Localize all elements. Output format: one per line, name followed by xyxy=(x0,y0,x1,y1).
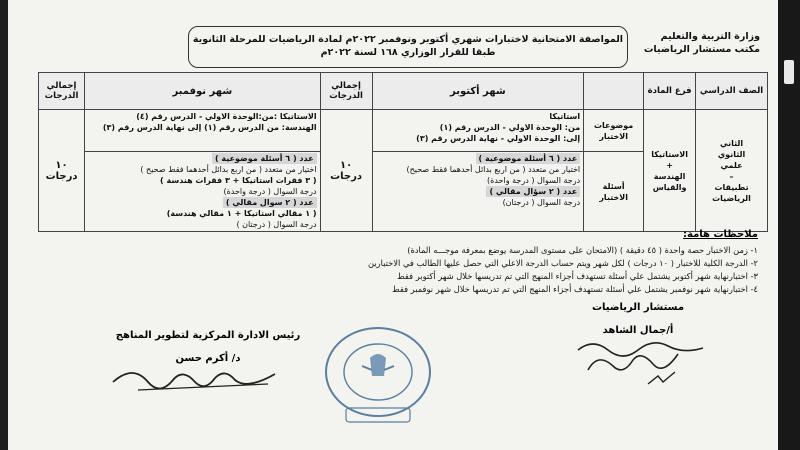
photo-edge-mark xyxy=(784,60,794,84)
grade-cell-line: الرياضيات xyxy=(712,193,751,203)
note-item: ١- زمن الاختبار حصة واحدة ( ٤٥ دقيقة ) (الامتحان على مستوى المدرسة يوضع بمعرفة موجـــه المادة) xyxy=(407,245,758,255)
header-november: شهر نوفمبر xyxy=(85,73,321,110)
header-october: شهر أكتوبر xyxy=(372,73,584,110)
advisor-signature-icon xyxy=(568,332,718,392)
note-item: ٢- الدرجة الكلية للاختبار ( ١٠ درجات ) لكل شهر ويتم حساب الدرجة الاعلي التي حصل عليها الطالب في الاختبارين xyxy=(367,258,758,268)
november-essay-score: درجة السوال ( درجتان ) xyxy=(236,220,317,229)
october-essay-count: عدد ( ٢ سؤال مقالي ) xyxy=(486,186,580,197)
decree-reference: طبقا للقرار الوزاري ١٦٨ لسنة ٢٠٢٢م xyxy=(320,47,496,58)
grade-cell-line: – xyxy=(729,171,734,181)
november-mcq-score: درجة السوال ( درجة واحدة) xyxy=(223,187,317,196)
curriculum-head-title: رئيس الادارة المركزية لتطوير المناهج xyxy=(115,330,301,341)
november-essay-split: ( ١ مقالي استاتيكا + ١ مقالي هندسة) xyxy=(166,209,317,218)
november-objective-count: عدد ( ٦ أسئلة موضوعية ) xyxy=(212,153,317,164)
table-header-row xyxy=(39,73,768,110)
october-topic-from: من: الوحدة الاولي - الدرس رقم (١) xyxy=(439,123,581,132)
october-objective-count: عدد ( ٦ أسئلة موضوعية ) xyxy=(476,153,581,164)
document-title: المواصفة الامتحانية لاختبارات شهري أكتوبر ونوفمبر ٢٠٢٢م لمادة الرياضيات للمرحلة الثانوية xyxy=(192,34,624,45)
advisor-name: أ/جمال الشاهد xyxy=(602,325,674,336)
branch-cell-line: + xyxy=(666,160,673,170)
header-october-total: إجمالي الدرجات xyxy=(320,73,372,110)
november-topic-geometry: الهندسة: من الدرس رقم (١) إلى نهاية الدرس رقم (٣) xyxy=(102,123,317,132)
october-mcq-score: درجة السوال ( درجة واحدة) xyxy=(487,176,581,185)
grade-cell-line: علمي xyxy=(720,160,743,170)
header-november-total: إجمالي الدرجات xyxy=(39,73,85,110)
october-subject: استاتيكا xyxy=(549,112,581,121)
november-questions xyxy=(85,152,321,232)
document-title-box xyxy=(188,26,628,68)
questions-label xyxy=(584,152,644,232)
branch-cell-line: الاستاتيكا xyxy=(651,149,688,159)
note-item: ٤- اختبارنهاية شهر نوفمبر يشتمل علي أسئلة تستهدف أجزاء المنهج التي تم تدريسها خلال شهر نوفمبر فقط xyxy=(392,284,758,294)
november-mcq-split: ( ٣ فقرات استاتيكا + ٣ فقرات هندسة ) xyxy=(160,176,317,185)
branch-cell-line: الهندسة xyxy=(653,171,686,181)
october-mcq-rule: اختيار من متعدد ( من اربع بدائل أحدهما فقط صحيح) xyxy=(406,165,581,174)
table-row xyxy=(39,110,768,152)
header-branch: فرع المادة xyxy=(644,73,696,110)
notes-title: ملاحظات هامة: xyxy=(683,229,758,240)
grade-cell xyxy=(696,110,768,232)
october-topics xyxy=(372,110,584,152)
grade-cell-line: الثانوي xyxy=(717,149,746,159)
notes-list xyxy=(58,244,758,296)
questions-label-line: الاختبار xyxy=(599,192,628,202)
curriculum-head-name: د/ أكرم حسن xyxy=(175,353,241,364)
topics-label-line: موضوعات xyxy=(594,120,634,130)
november-topic-statics: الاستاتيكا :من:الوحدة الاولي - الدرس رقم (٤) xyxy=(136,112,317,121)
grade-cell-line: تطبيقات xyxy=(714,182,749,192)
november-topics xyxy=(85,110,321,152)
ministry-header xyxy=(610,30,760,56)
october-questions xyxy=(372,152,584,232)
questions-label-line: أسئلة xyxy=(602,181,625,191)
ministry-name: وزارة التربية والتعليم xyxy=(660,31,760,42)
ministry-seal-icon xyxy=(318,322,438,427)
grade-cell-line: الثاني xyxy=(719,138,744,148)
november-total: ١٠ درجات xyxy=(39,110,85,232)
november-essay-count: عدد ( ٢ سوال مقالي ) xyxy=(223,197,317,208)
branch-cell-line: والقياس xyxy=(652,182,687,192)
topics-label xyxy=(584,110,644,152)
advisor-title: مستشار الرياضيات xyxy=(591,302,685,313)
office-name: مكتب مستشار الرياضيات xyxy=(643,44,760,55)
curriculum-head-signature-icon xyxy=(108,360,288,400)
october-essay-score: درجة السوال ( درجتان) xyxy=(502,198,581,207)
november-mcq-rule: اختيار من متعدد ( من اربع بدائل أحدهما فقط صحيح ) xyxy=(140,165,317,174)
note-item: ٣- اختبارنهاية شهر أكتوبر يشتمل علي أسئلة تستهدف أجزاء المنهج التي تم تدريسها خلال شهر أكتوبر فقط xyxy=(397,271,758,281)
exam-spec-table xyxy=(38,72,768,232)
header-empty xyxy=(584,73,644,110)
october-total: ١٠ درجات xyxy=(320,110,372,232)
topics-label-line: الاختبار xyxy=(599,131,628,141)
october-topic-to: إلى: الوحدة الاولي - نهاية الدرس رقم (٣) xyxy=(416,134,581,143)
header-grade: الصف الدراسي xyxy=(696,73,768,110)
branch-cell xyxy=(644,110,696,232)
document-page xyxy=(8,0,778,450)
